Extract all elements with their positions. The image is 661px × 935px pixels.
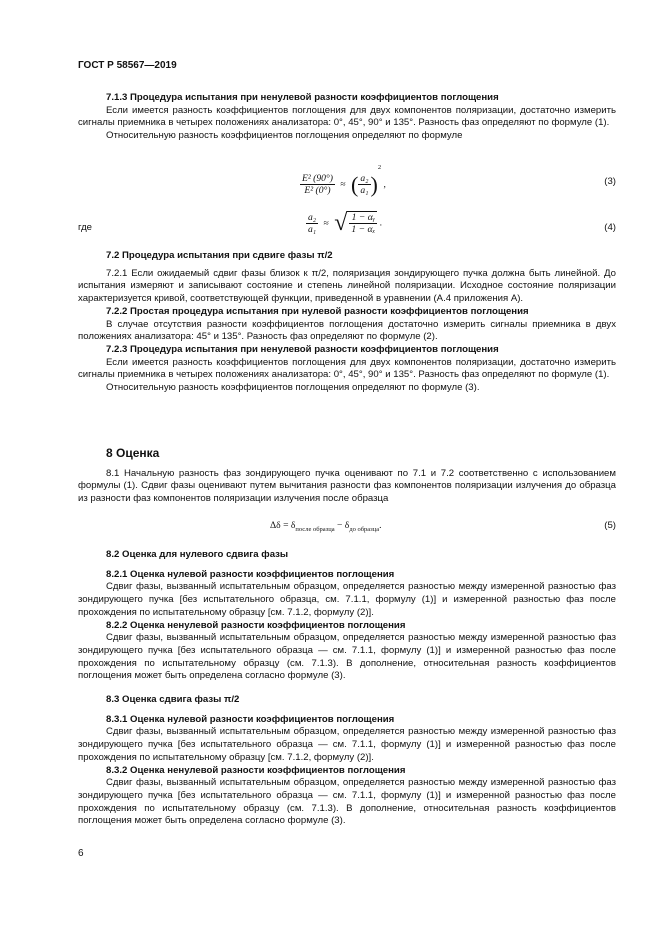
section-title-8-2-1: 8.2.1 Оценка нулевой разности коэффициентов поглощения [106, 568, 395, 580]
paragraph: Сдвиг фазы, вызванный испытательным образцом, определяется разностью между измеренной разностью фаз зондирующего пучка [без испытательного образца — см. 7.1.1, формулу (1)] и измеренной разностью фаз после прохождения по испытательному образцу (см. 7.1.3). В дополнение, относительная разность коэффициентов поглощения может быть определена согласно формуле (3). [78, 632, 616, 682]
paragraph: В случае отсутствия разности коэффициентов поглощения достаточно измерить сигналы приемника в двух положениях анализатора: 45° и 135°. Разность фаз определяют по формуле (2). [78, 318, 616, 343]
section-title-7-2-3: 7.2.3 Процедура испытания при ненулевой разности коэффициентов поглощения [106, 343, 499, 355]
equation-3-lhs-fraction: $\frac{\text{E² (90°)}}{\text{E² (0°)}}$ [302, 173, 333, 197]
equation-4-root-fraction: $\frac{\text{1 − αᵧ}}{\text{1 − αₓ}}$ [351, 212, 376, 235]
section-title-8-3-1: 8.3.1 Оценка нулевой разности коэффициентов поглощения [106, 713, 395, 725]
equation-5: $\Delta\delta = \delta_{после образца} - \delta_{до образца}$. (5) [270, 520, 616, 533]
section-7-2 [78, 250, 616, 395]
section-8-2 [78, 549, 616, 683]
paragraph: 8.1 Начальную разность фаз зондирующего пучка оценивают по 7.1 и 7.2 соответственно с использованием формулы (1). Сдвиг фазы оценивают путем вычитания разности фаз компонентов поляризации излучения до образца из разности фаз компонентов поляризации излучения после образца [78, 467, 616, 505]
paragraph: Сдвиг фазы, вызванный испытательным образцом, определяется разностью между измеренной разностью фаз зондирующего пучка [без испытательного образца — см. 7.1.1, формулу (1)] и измеренной разностью фаз после прохождения по испытательному образцу (см. 7.1.3). В дополнение, относительная разность коэффициентов поглощения может быть определена согласно формуле (3). [78, 777, 616, 827]
section-title-8-3-2: 8.3.2 Оценка ненулевой разности коэффициентов поглощения [106, 764, 406, 776]
section-title-7-1-3: 7.1.3 Процедура испытания при ненулевой разности коэффициентов поглощения [106, 92, 499, 103]
equation-number: (4) [604, 222, 616, 233]
page-number: 6 [78, 848, 84, 859]
section-title-7-2: 7.2 Процедура испытания при сдвиге фазы π/2 [106, 250, 333, 261]
section-title-8-3: 8.3 Оценка сдвига фазы π/2 [106, 694, 240, 705]
section-8 [78, 447, 616, 506]
equation-number: (3) [604, 176, 616, 187]
paragraph: Относительную разность коэффициентов поглощения определяют по формуле (3). [106, 382, 480, 394]
paragraph: Сдвиг фазы, вызванный испытательным образцом, определяется разностью между измеренной разностью фаз зондирующего пучка [без испытательного образца, см. 7.1.1, формулу (1)] и измеренной разностью фаз после прохождения по испытательному образцу [см. 7.1.2, формулу (2)]. [78, 581, 616, 618]
paragraph: Если имеется разность коэффициентов поглощения для двух компонентов поляризации, достаточно измерить сигналы приемника в четырех положениях анализатора: 0°, 45°, 90° и 135°. Разность фаз определяют по формуле (1). [78, 356, 616, 381]
section-title-8-2-2: 8.2.2 Оценка ненулевой разности коэффициентов поглощения [106, 619, 406, 631]
equation-3: $\frac{\text{E² (90°)}}{\text{E² (0°)}}$ ≈ ( $\frac{\text{a₂}}{\text{a₁}}$ )$^2$ , (3) [302, 164, 616, 197]
equation-3-rhs-fraction: $\frac{\text{a₂}}{\text{a₁}}$ [360, 173, 369, 197]
equation-number: (5) [604, 520, 616, 531]
section-8-3 [78, 694, 616, 828]
section-title-8-2: 8.2 Оценка для нулевого сдвига фазы [106, 549, 289, 560]
paragraph: 7.2.1 Если ожидаемый сдвиг фазы близок к π/2, поляризация зондирующего пучка должна быть линейной. До испытания измеряют и записывают состояние и степень линейной поляризации. Исходное состояние поляризации характеризуется кривой, соответствующей функции, приведенной в уравнении (А.4 приложения А). [78, 267, 616, 305]
paragraph: Относительную разность коэффициентов поглощения определяют по формуле [106, 130, 463, 142]
equation-4: где $\frac{\text{a₂}}{\text{a₁}}$ ≈ √ $\frac{\text{1 − αᵧ}}{\text{1 − αₓ}}$ . (4) [78, 210, 616, 236]
section-7-1-3 [78, 92, 616, 143]
document-header: ГОСТ Р 58567—2019 [78, 60, 177, 71]
square-root: √ $\frac{\text{1 − αᵧ}}{\text{1 − αₓ}}$ [334, 210, 376, 236]
section-title-8: 8 Оценка [106, 446, 160, 460]
equation-4-lhs-fraction: $\frac{\text{a₂}}{\text{a₁}}$ [308, 212, 317, 235]
paragraph: Если имеется разность коэффициентов поглощения для двух компонентов поляризации, достаточно измерить сигналы приемника в четырех положениях анализатора: 0°, 45°, 90° и 135°. Разность фаз определяют по формуле (1). [78, 104, 616, 129]
section-title-7-2-2: 7.2.2 Простая процедура испытания при нулевой разности коэффициентов поглощения [106, 305, 529, 317]
paragraph: Сдвиг фазы, вызванный испытательным образцом, определяется разностью между измеренной разностью фаз зондирующего пучка [без испытательного образца — см. 7.1.1, формулу (1)] и измеренной разностью фаз после прохождения по испытательному образцу [см. 7.1.2, формулу (2)]. [78, 726, 616, 763]
where-label: где [78, 222, 93, 233]
